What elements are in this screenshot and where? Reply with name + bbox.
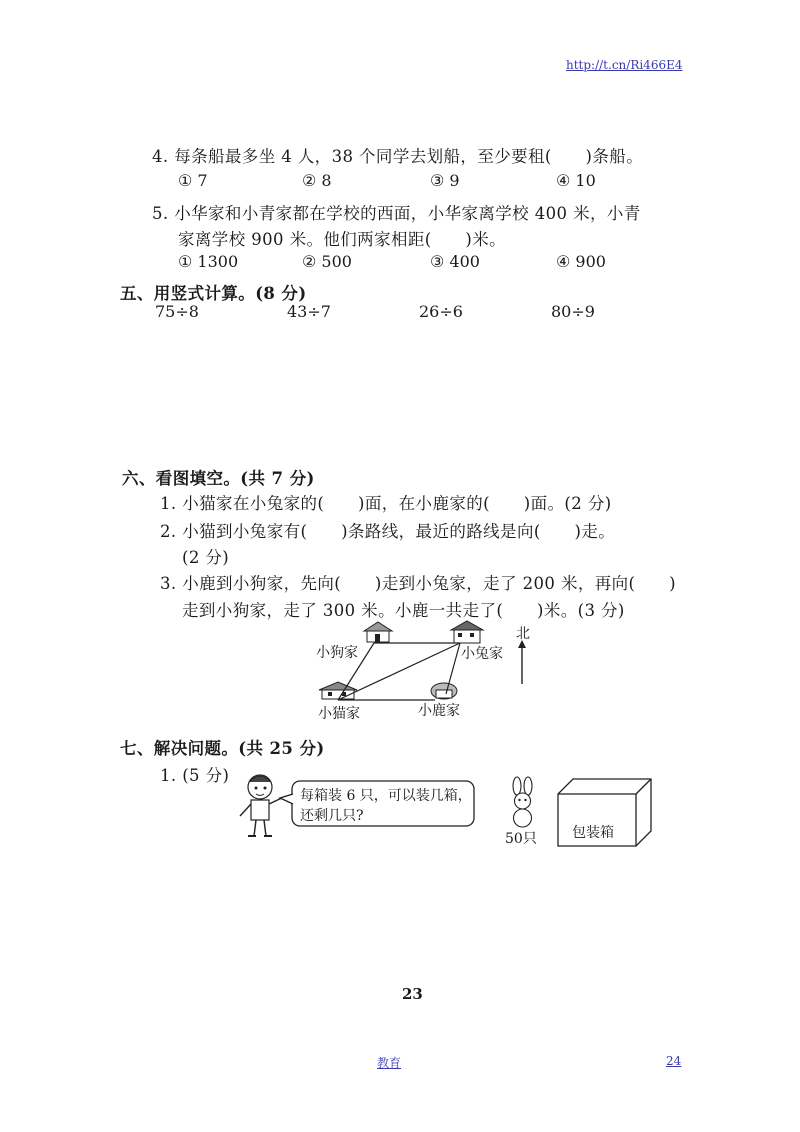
north-arrow-icon <box>518 640 526 684</box>
q5-option-2: ② 500 <box>302 252 352 271</box>
q5-option-3: ③ 400 <box>430 252 480 271</box>
section-6-title: 六、看图填空。(共 7 分) <box>122 469 315 488</box>
cat-house-icon <box>319 682 357 699</box>
question-4: 4. 每条船最多坐 4 人，38 个同学去划船，至少要租( )条船。 <box>152 147 644 166</box>
section-6-question-3-line-2: 走到小狗家，走了 300 米。小鹿一共走了( )米。(3 分) <box>182 601 625 620</box>
label-north: 北 <box>516 626 530 642</box>
calc-problem-4: 80÷9 <box>551 302 595 321</box>
label-dog-house: 小狗家 <box>316 645 358 661</box>
header-link[interactable]: http://t.cn/Ri466E4 <box>566 58 683 72</box>
q5-option-4: ④ 900 <box>556 252 606 271</box>
label-rabbit-house: 小兔家 <box>461 646 503 662</box>
bubble-text-line-1: 每箱装 6 只，可以装几箱， <box>300 788 472 804</box>
calc-problem-3: 26÷6 <box>419 302 463 321</box>
question-5-line-2: 家离学校 900 米。他们两家相距( )米。 <box>178 230 507 249</box>
section-6-question-2-line-1: 2. 小猫到小兔家有( )条路线，最近的路线是向( )走。 <box>160 522 616 541</box>
toy-count: 50只 <box>505 831 537 847</box>
page-number: 23 <box>402 985 423 1003</box>
section-6-question-1: 1. 小猫家在小兔家的( )面，在小鹿家的( )面。(2 分) <box>160 494 612 513</box>
section-6-question-2-line-2: (2 分) <box>182 548 230 567</box>
section-6-question-3-line-1: 3. 小鹿到小狗家，先向( )走到小兔家，走了 200 米，再向( ) <box>160 574 677 593</box>
section-7-title: 七、解决问题。(共 25 分) <box>120 739 325 758</box>
q4-option-2: ② 8 <box>302 171 332 190</box>
label-deer-house: 小鹿家 <box>418 703 460 719</box>
dog-house-icon <box>364 622 392 642</box>
footer-edu-link[interactable]: 教育 <box>377 1056 402 1070</box>
q5-option-1: ① 1300 <box>178 252 239 271</box>
section-7-question-1-label: 1. (5 分) <box>160 766 230 785</box>
box-label: 包装箱 <box>572 825 614 841</box>
rabbit-toy-icon <box>506 776 540 828</box>
footer-page-link[interactable]: 24 <box>666 1054 682 1068</box>
q4-option-1: ① 7 <box>178 171 208 190</box>
deer-house-icon <box>431 683 457 699</box>
question-5-line-1: 5. 小华家和小青家都在学校的西面，小华家离学校 400 米，小青 <box>152 204 641 223</box>
q4-option-4: ④ 10 <box>556 171 596 190</box>
calc-problem-1: 75÷8 <box>155 302 199 321</box>
rabbit-house-icon <box>451 621 483 643</box>
q4-option-3: ③ 9 <box>430 171 460 190</box>
bubble-text-line-2: 还剩几只? <box>300 808 364 824</box>
section-5-title: 五、用竖式计算。(8 分) <box>120 284 307 303</box>
calc-problem-2: 43÷7 <box>287 302 331 321</box>
label-cat-house: 小猫家 <box>318 706 360 722</box>
direction-map <box>310 618 550 724</box>
